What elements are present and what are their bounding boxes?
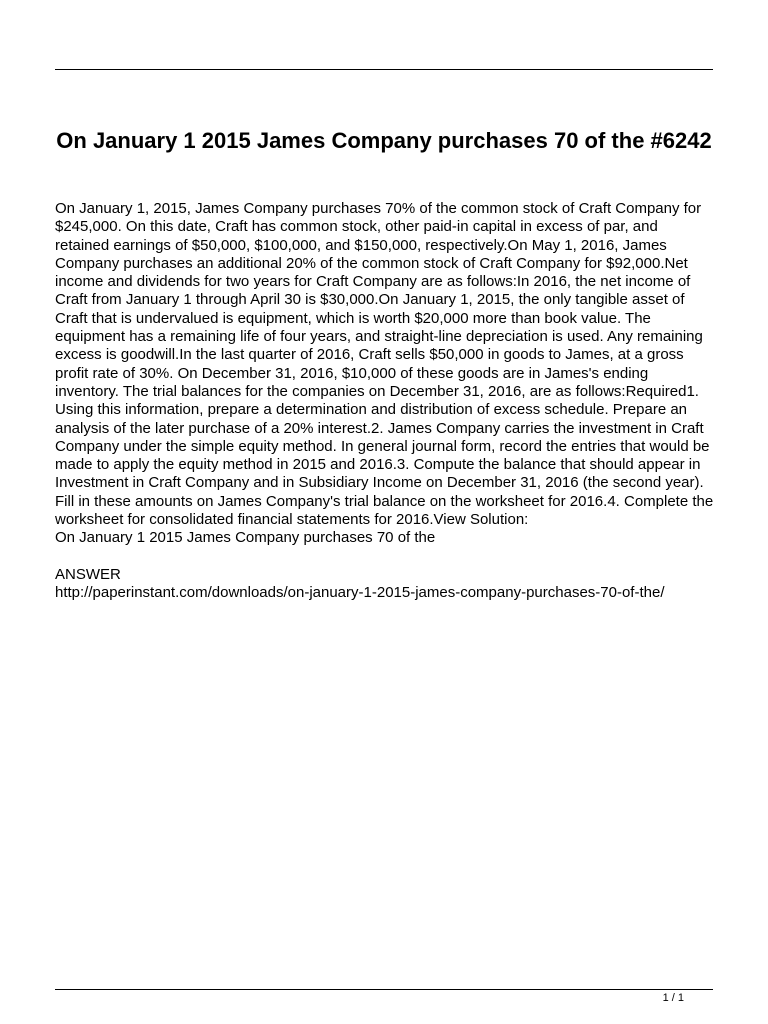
answer-link[interactable]: http://paperinstant.com/downloads/on-january-1-2015-james-company-purchases-70-of-the/ [55,583,665,601]
answer-label: ANSWER [55,565,121,583]
header-rule [55,69,713,70]
blank-line [55,548,715,566]
body-paragraph: On January 1, 2015, James Company purchases 70% of the common stock of Craft Company for $245,000. On this date, Craft has common stock, other paid-in capital in excess of par, and retained earnings of $50,000, $100,000, and $150,000, respectively.On May 1, 2016, James Company purchases an additional 20% of the common stock of Craft Company for $92,000.Net income and dividends for two years for Craft Company are as follows:In 2016, the net income of Craft from January 1 through April 30 is $30,000.On January 1, 2015, the only tangible asset of Craft that is undervalued is equipment, which is worth $20,000 more than book value. The equipment has a remaining life of four years, and straight-line depreciation is used. Any remaining excess is goodwill.In the last quarter of 2016, Craft sells $50,000 in goods to James, at a gross profit rate of 30%. On December 31, 2016, $10,000 of these goods are in James's ending inventory. The trial balances for the companies on December 31, 2016, are as follows:Required1. Using this information, prepare a determination and distribution of excess schedule. Prepare an analysis of the later purchase of a 20% interest.2. James Company carries the investment in Craft Company under the simple equity method. In general journal form, record the entries that would be made to apply the equity method in 2015 and 2016.3. Compute the balance that should appear in Investment in Craft Company and in Subsidiary Income on December 31, 2016 (the second year). Fill in these amounts on James Company's trial balance on the worksheet for 2016.4. Complete the worksheet for consolidated financial statements for 2016.View Solution: [55,200,714,529]
subtitle-line: On January 1 2015 James Company purchases 70 of the [55,529,436,547]
footer-rule [55,989,713,990]
document-title: On January 1 2015 James Company purchases 70 of the #6242 [56,128,712,153]
page-number: 1 / 1 [662,992,684,1004]
document-body [55,200,715,602]
